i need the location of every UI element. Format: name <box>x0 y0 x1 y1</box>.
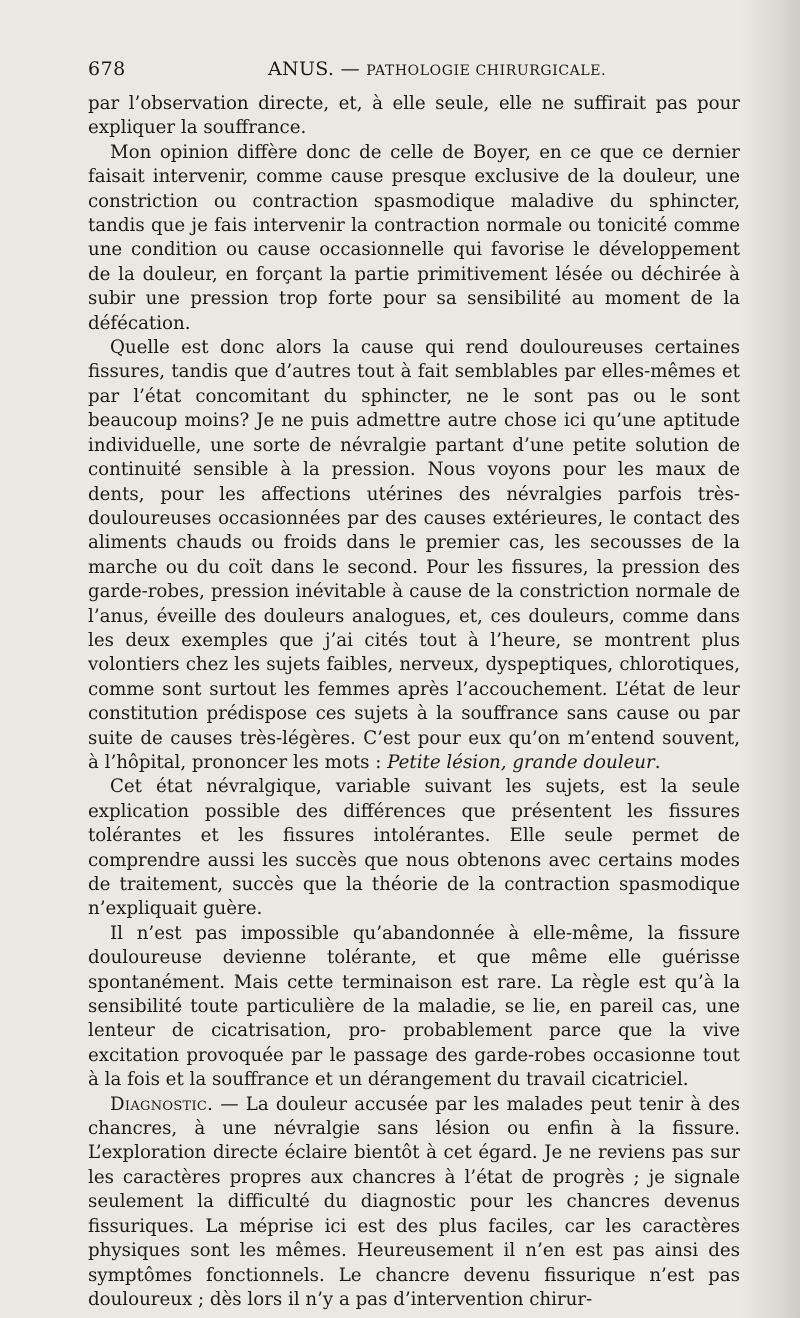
page-edge-shadow <box>740 0 800 1318</box>
paragraph <box>88 141 740 336</box>
paragraph-text: — La douleur accusée par les malades peut tenir à des chancres, à une névralgie sans lésion ou enfin à la fissure. L’exploration directe éclaire bientôt à cet égard. Je ne reviens pas sur les caractères propres aux chancres à l’état de progrès ; je signale seulement la difficulté du diagnostic pour les chancres devenus fissuriques. La méprise ici est des plus faciles, car les caractères physiques sont les mêmes. Heureusement il n’en est pas ainsi des symptômes fonctionnels. Le chancre devenu fissurique n’est pas douloureux ; dès lors il n’y a pas d’intervention chirur- <box>88 1093 740 1310</box>
page-header <box>88 58 748 88</box>
running-head-separator: — <box>334 58 367 80</box>
paragraph-text: Mon opinion diffère donc de celle de Boyer, en ce que ce dernier faisait intervenir, comme cause presque exclusive de la douleur, une constriction ou contraction spasmodique maladive du sphincter, tandis que je fais intervenir la contraction normale ou tonicité comme une condition ou cause occasionnelle qui favorise le développement de la douleur, en forçant la partie primitivement lésée ou déchirée à subir une pression trop forte pour sa sensibilité au moment de la défécation. <box>88 141 740 334</box>
paragraph-text: Il n’est pas impossible qu’abandonnée à elle-même, la fissure douloureuse devienne tolérante, et que même elle guérisse spontanément. Mais cette terminaison est rare. La règle est qu’à la sensibilité toute particulière de la maladie, se lie, en pareil cas, une lenteur de cicatrisation, pro- probablement parce que la vive excitation provoquée par le passage des garde-robes occasionne tout à la fois et la souffrance et un dérangement du travail cicatriciel. <box>88 922 740 1091</box>
paragraph <box>88 1093 740 1313</box>
paragraph-text: par l’observation directe, et, à elle seule, elle ne suffirait pas pour expliquer la souffrance. <box>88 93 740 139</box>
paragraph-text: Quelle est donc alors la cause qui rend douloureuses certaines fissures, tandis que d’autres tout à fait semblables par elles-mêmes et par l’état concomitant du sphincter, ne le sont pas ou le sont beaucoup moins? Je ne puis admettre autre chose ici qu’une aptitude individuelle, une sorte de névralgie partant d’une petite solution de continuité sensible à la pression. Nous voyons pour les maux de dents, pour les affections utérines des névralgies parfois très-douloureuses occasionnées par des causes extérieures, le contact des aliments chauds ou froids dans le premier cas, les secousses de la marche ou du coït dans le second. Pour les fissures, la pression des garde-robes, pression inévitable à cause de la constriction normale de l’anus, éveille des douleurs analogues, et, ces douleurs, comme dans les deux exemples que j’ai cités tout à l’heure, se montrent plus volontiers chez les sujets faibles, nerveux, dyspeptiques, chlorotiques, comme sont surtout les femmes après l’accouchement. L’état de leur constitution prédispose ces sujets à la souffrance sans cause ou par suite de causes très-légères. C’est pour eux qu’on m’entend souvent, à l’hôpital, prononcer les mots : <box>88 337 740 773</box>
section-heading-diagnostic: Diagnostic. <box>110 1093 214 1115</box>
paragraph-text-end: . <box>654 751 661 773</box>
running-head <box>268 58 606 80</box>
body-text <box>88 92 740 1312</box>
page-number: 678 <box>88 58 126 80</box>
running-head-main: ANUS. <box>268 58 335 80</box>
paragraph <box>88 336 740 775</box>
paragraph-text: Cet état névralgique, variable suivant les sujets, est la seule explication possible des différences que présentent les fissures tolérantes et les fissures intolérantes. Elle seule permet de comprendre aussi les succès que nous obtenons avec certains modes de traitement, succès que la théorie de la contraction spasmodique n’expliquait guère. <box>88 776 740 920</box>
running-head-subtitle: PATHOLOGIE CHIRURGICALE. <box>366 63 607 79</box>
paragraph <box>88 922 740 1093</box>
paragraph <box>88 775 740 921</box>
italic-phrase: Petite lésion, grande douleur <box>387 751 655 773</box>
paragraph <box>88 92 740 141</box>
